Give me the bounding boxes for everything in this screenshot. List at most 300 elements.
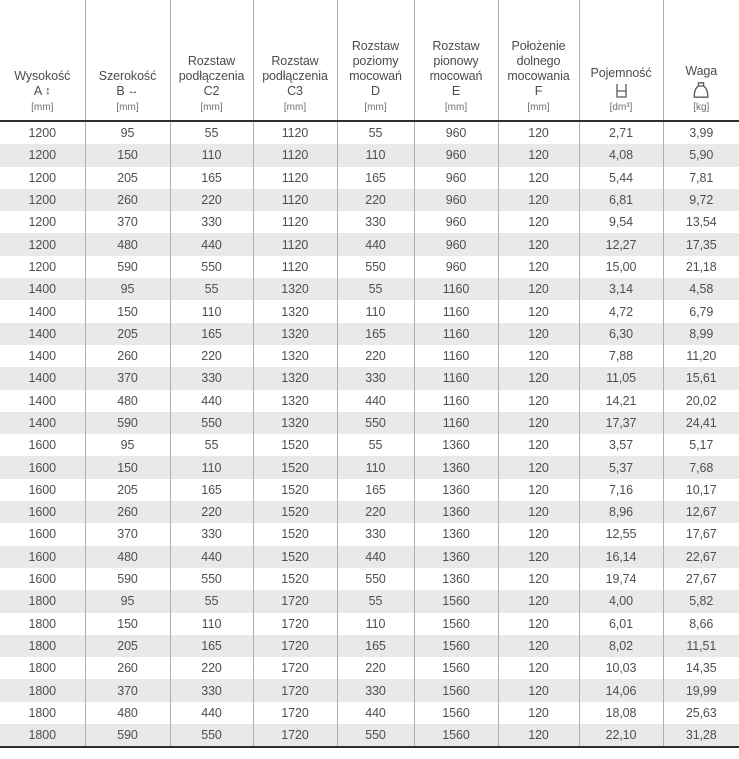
cell: 1720 bbox=[253, 657, 337, 679]
cell: 150 bbox=[85, 613, 170, 635]
header-unit: [mm] bbox=[527, 102, 550, 113]
cell: 120 bbox=[498, 501, 579, 523]
cell: 260 bbox=[85, 189, 170, 211]
table-row bbox=[0, 278, 739, 300]
cell: 1600 bbox=[0, 434, 85, 456]
cell: 11,05 bbox=[579, 367, 663, 389]
cell: 120 bbox=[498, 300, 579, 322]
cell: 95 bbox=[85, 121, 170, 144]
header-unit: [mm] bbox=[200, 102, 223, 113]
cell: 330 bbox=[170, 367, 253, 389]
cell: 165 bbox=[170, 167, 253, 189]
cell: 440 bbox=[337, 233, 414, 255]
table-row bbox=[0, 613, 739, 635]
cell: 1160 bbox=[414, 412, 498, 434]
cell: 440 bbox=[170, 546, 253, 568]
cell: 1160 bbox=[414, 390, 498, 412]
cell: 590 bbox=[85, 724, 170, 747]
cell: 205 bbox=[85, 167, 170, 189]
cell: 55 bbox=[337, 434, 414, 456]
table-row bbox=[0, 144, 739, 166]
cell: 960 bbox=[414, 211, 498, 233]
cell: 5,37 bbox=[579, 456, 663, 478]
cell: 1520 bbox=[253, 501, 337, 523]
cell: 550 bbox=[170, 724, 253, 747]
cell: 110 bbox=[170, 456, 253, 478]
dimension-letter: B bbox=[116, 84, 125, 98]
header-line: pionowy bbox=[433, 54, 479, 68]
cell: 1600 bbox=[0, 568, 85, 590]
cell: 120 bbox=[498, 121, 579, 144]
cell: 21,18 bbox=[685, 259, 717, 274]
cell: 1560 bbox=[414, 613, 498, 635]
cell: 1320 bbox=[253, 323, 337, 345]
horizontal-double-arrow-icon: ↔ bbox=[127, 85, 139, 97]
header-line: Pojemność bbox=[590, 66, 652, 80]
cell: 4,00 bbox=[579, 590, 663, 612]
cell: 220 bbox=[170, 189, 253, 211]
vertical-double-arrow-icon: ↕ bbox=[45, 85, 51, 97]
cell: 120 bbox=[498, 479, 579, 501]
cell: 550 bbox=[337, 724, 414, 747]
cell: 7,81 bbox=[689, 170, 714, 185]
table-row bbox=[0, 367, 739, 389]
cell: 17,35 bbox=[685, 237, 717, 252]
cell: 960 bbox=[414, 233, 498, 255]
cell: 165 bbox=[170, 635, 253, 657]
cell: 550 bbox=[337, 568, 414, 590]
cell: 1360 bbox=[414, 456, 498, 478]
cell: 165 bbox=[170, 479, 253, 501]
cell: 260 bbox=[85, 657, 170, 679]
cell: 55 bbox=[170, 434, 253, 456]
cell: 1600 bbox=[0, 456, 85, 478]
cell: 370 bbox=[85, 367, 170, 389]
cell: 1120 bbox=[253, 211, 337, 233]
cell: 55 bbox=[170, 590, 253, 612]
column-header bbox=[337, 0, 414, 121]
cell: 120 bbox=[498, 189, 579, 211]
cell: 1360 bbox=[414, 546, 498, 568]
cell: 120 bbox=[498, 167, 579, 189]
cell: 1800 bbox=[0, 590, 85, 612]
header-line: mocowań bbox=[349, 69, 402, 83]
header-line: Rozstaw bbox=[271, 54, 319, 68]
capacity-icon bbox=[613, 83, 630, 99]
cell: 1160 bbox=[414, 367, 498, 389]
dimension-letter: E bbox=[451, 84, 461, 98]
cell: 110 bbox=[170, 144, 253, 166]
column-header bbox=[0, 0, 85, 121]
cell: 590 bbox=[85, 256, 170, 278]
cell: 1720 bbox=[253, 613, 337, 635]
cell: 1720 bbox=[253, 590, 337, 612]
table-row bbox=[0, 679, 739, 701]
cell: 1560 bbox=[414, 679, 498, 701]
cell: 120 bbox=[498, 278, 579, 300]
cell: 1320 bbox=[253, 345, 337, 367]
cell: 330 bbox=[170, 523, 253, 545]
dimension-letter: C3 bbox=[287, 84, 303, 98]
cell: 6,79 bbox=[689, 304, 714, 319]
cell: 220 bbox=[170, 501, 253, 523]
cell: 18,08 bbox=[579, 702, 663, 724]
table-row bbox=[0, 345, 739, 367]
cell: 110 bbox=[170, 300, 253, 322]
table-row bbox=[0, 546, 739, 568]
cell: 1560 bbox=[414, 702, 498, 724]
cell: 1800 bbox=[0, 724, 85, 747]
cell: 95 bbox=[85, 278, 170, 300]
dimension-letter: C2 bbox=[203, 84, 220, 98]
cell: 16,14 bbox=[579, 546, 663, 568]
cell: 150 bbox=[85, 300, 170, 322]
cell: 1400 bbox=[0, 412, 85, 434]
cell: 550 bbox=[337, 256, 414, 278]
cell: 260 bbox=[85, 501, 170, 523]
cell: 8,96 bbox=[579, 501, 663, 523]
cell: 31,28 bbox=[663, 724, 739, 747]
cell: 1120 bbox=[253, 189, 337, 211]
cell: 22,67 bbox=[685, 549, 717, 564]
cell: 1200 bbox=[0, 167, 85, 189]
column-header bbox=[85, 0, 170, 121]
cell: 330 bbox=[337, 367, 414, 389]
cell: 14,35 bbox=[685, 661, 717, 676]
cell: 220 bbox=[337, 501, 414, 523]
cell: 220 bbox=[337, 189, 414, 211]
header-line: Wysokość bbox=[14, 69, 71, 83]
header-line: Położenie bbox=[511, 39, 566, 53]
cell: 480 bbox=[85, 390, 170, 412]
cell: 1400 bbox=[0, 345, 85, 367]
cell: 1400 bbox=[0, 367, 85, 389]
header-line: Rozstaw bbox=[351, 39, 400, 53]
cell: 165 bbox=[337, 323, 414, 345]
column-header bbox=[663, 0, 739, 121]
cell: 120 bbox=[498, 724, 579, 747]
cell: 120 bbox=[498, 434, 579, 456]
cell: 1600 bbox=[0, 501, 85, 523]
cell: 150 bbox=[85, 456, 170, 478]
cell: 1520 bbox=[253, 479, 337, 501]
cell: 205 bbox=[85, 479, 170, 501]
cell: 55 bbox=[337, 121, 414, 144]
weight-icon bbox=[691, 81, 711, 99]
cell: 960 bbox=[414, 144, 498, 166]
column-header bbox=[414, 0, 498, 121]
cell: 1120 bbox=[253, 144, 337, 166]
cell: 1720 bbox=[253, 702, 337, 724]
cell: 260 bbox=[85, 345, 170, 367]
cell: 1400 bbox=[0, 278, 85, 300]
cell: 120 bbox=[498, 345, 579, 367]
cell: 3,57 bbox=[579, 434, 663, 456]
table-row bbox=[0, 724, 739, 747]
cell: 440 bbox=[337, 390, 414, 412]
cell: 1320 bbox=[253, 390, 337, 412]
dimension-letter: D bbox=[371, 84, 380, 98]
cell: 55 bbox=[170, 278, 253, 300]
cell: 150 bbox=[85, 144, 170, 166]
header-unit: [mm] bbox=[116, 102, 139, 113]
cell: 1800 bbox=[0, 613, 85, 635]
cell: 120 bbox=[498, 412, 579, 434]
cell: 330 bbox=[170, 211, 253, 233]
cell: 550 bbox=[170, 256, 253, 278]
cell: 1320 bbox=[253, 412, 337, 434]
cell: 1520 bbox=[253, 456, 337, 478]
cell: 1360 bbox=[414, 568, 498, 590]
cell: 1200 bbox=[0, 189, 85, 211]
cell: 1360 bbox=[414, 479, 498, 501]
cell: 480 bbox=[85, 233, 170, 255]
cell: 330 bbox=[170, 679, 253, 701]
cell: 205 bbox=[85, 635, 170, 657]
cell: 370 bbox=[85, 211, 170, 233]
cell: 6,30 bbox=[579, 323, 663, 345]
cell: 370 bbox=[85, 679, 170, 701]
table-row bbox=[0, 456, 739, 478]
cell: 1600 bbox=[0, 479, 85, 501]
cell: 19,99 bbox=[685, 683, 717, 698]
cell: 120 bbox=[498, 546, 579, 568]
cell: 24,41 bbox=[685, 416, 717, 430]
cell: 120 bbox=[498, 590, 579, 612]
header-unit: [dm³] bbox=[609, 102, 633, 113]
cell: 55 bbox=[337, 590, 414, 612]
cell: 12,67 bbox=[685, 505, 717, 520]
cell: 14,21 bbox=[579, 390, 663, 412]
cell: 2,71 bbox=[579, 121, 663, 144]
table-row bbox=[0, 523, 739, 545]
cell: 220 bbox=[337, 345, 414, 367]
cell: 120 bbox=[498, 211, 579, 233]
cell: 10,03 bbox=[579, 657, 663, 679]
table-row bbox=[0, 434, 739, 456]
cell: 3,99 bbox=[689, 126, 714, 141]
cell: 1600 bbox=[0, 546, 85, 568]
cell: 17,67 bbox=[685, 527, 717, 542]
cell: 4,08 bbox=[579, 144, 663, 166]
cell: 1800 bbox=[0, 679, 85, 701]
cell: 590 bbox=[85, 568, 170, 590]
cell: 960 bbox=[414, 256, 498, 278]
cell: 110 bbox=[337, 456, 414, 478]
cell: 19,74 bbox=[579, 568, 663, 590]
dimension-letter: A bbox=[33, 84, 43, 98]
cell: 1800 bbox=[0, 635, 85, 657]
cell: 1560 bbox=[414, 635, 498, 657]
cell: 220 bbox=[170, 345, 253, 367]
cell: 110 bbox=[337, 144, 414, 166]
cell: 7,16 bbox=[579, 479, 663, 501]
cell: 960 bbox=[414, 189, 498, 211]
cell: 1360 bbox=[414, 523, 498, 545]
table-row bbox=[0, 233, 739, 255]
cell: 1560 bbox=[414, 657, 498, 679]
table-row bbox=[0, 121, 739, 144]
cell: 1120 bbox=[253, 233, 337, 255]
cell: 9,72 bbox=[689, 193, 714, 208]
cell: 8,66 bbox=[689, 616, 714, 631]
cell: 1360 bbox=[414, 501, 498, 523]
cell: 960 bbox=[414, 121, 498, 144]
cell: 165 bbox=[337, 479, 414, 501]
cell: 120 bbox=[498, 256, 579, 278]
table-row bbox=[0, 300, 739, 322]
table-row bbox=[0, 479, 739, 501]
cell: 1120 bbox=[253, 121, 337, 144]
cell: 440 bbox=[170, 233, 253, 255]
cell: 330 bbox=[337, 211, 414, 233]
table-row bbox=[0, 211, 739, 233]
column-header bbox=[498, 0, 579, 121]
cell: 220 bbox=[170, 657, 253, 679]
cell: 3,14 bbox=[579, 278, 663, 300]
cell: 10,17 bbox=[685, 482, 717, 497]
cell: 550 bbox=[170, 412, 253, 434]
cell: 95 bbox=[85, 434, 170, 456]
cell: 440 bbox=[170, 390, 253, 412]
header-unit: [mm] bbox=[444, 102, 468, 113]
cell: 120 bbox=[498, 657, 579, 679]
cell: 1160 bbox=[414, 323, 498, 345]
cell: 1600 bbox=[0, 523, 85, 545]
header-unit: [mm] bbox=[283, 102, 307, 113]
cell: 1520 bbox=[253, 523, 337, 545]
cell: 550 bbox=[170, 568, 253, 590]
cell: 6,81 bbox=[579, 189, 663, 211]
cell: 8,02 bbox=[579, 635, 663, 657]
cell: 1160 bbox=[414, 278, 498, 300]
cell: 1200 bbox=[0, 121, 85, 144]
cell: 480 bbox=[85, 546, 170, 568]
table-row bbox=[0, 635, 739, 657]
cell: 1160 bbox=[414, 345, 498, 367]
cell: 17,37 bbox=[579, 412, 663, 434]
cell: 120 bbox=[498, 568, 579, 590]
cell: 1400 bbox=[0, 390, 85, 412]
cell: 1120 bbox=[253, 256, 337, 278]
table-row bbox=[0, 702, 739, 724]
cell: 165 bbox=[337, 635, 414, 657]
cell: 15,00 bbox=[579, 256, 663, 278]
cell: 1520 bbox=[253, 546, 337, 568]
cell: 1320 bbox=[253, 278, 337, 300]
cell: 1320 bbox=[253, 300, 337, 322]
cell: 27,67 bbox=[685, 572, 717, 587]
cell: 550 bbox=[337, 412, 414, 434]
cell: 1720 bbox=[253, 635, 337, 657]
cell: 1560 bbox=[414, 724, 498, 747]
cell: 1200 bbox=[0, 211, 85, 233]
cell: 110 bbox=[170, 613, 253, 635]
header-line: dolnego bbox=[516, 54, 561, 68]
cell: 110 bbox=[337, 613, 414, 635]
table-row bbox=[0, 590, 739, 612]
cell: 95 bbox=[85, 590, 170, 612]
header-line: Waga bbox=[685, 64, 718, 78]
cell: 20,02 bbox=[685, 393, 717, 408]
cell: 120 bbox=[498, 367, 579, 389]
cell: 120 bbox=[498, 613, 579, 635]
cell: 220 bbox=[337, 657, 414, 679]
cell: 25,63 bbox=[685, 705, 717, 720]
cell: 480 bbox=[85, 702, 170, 724]
header-line: podłączenia bbox=[178, 69, 245, 83]
cell: 7,88 bbox=[579, 345, 663, 367]
cell: 1520 bbox=[253, 568, 337, 590]
header-line: mocowań bbox=[429, 69, 483, 83]
column-header bbox=[253, 0, 337, 121]
cell: 120 bbox=[498, 144, 579, 166]
cell: 960 bbox=[414, 167, 498, 189]
cell: 11,51 bbox=[686, 638, 717, 653]
cell: 5,90 bbox=[689, 148, 714, 163]
cell: 120 bbox=[498, 523, 579, 545]
cell: 12,27 bbox=[579, 233, 663, 255]
table-row bbox=[0, 501, 739, 523]
header-unit: [kg] bbox=[693, 102, 710, 113]
cell: 1800 bbox=[0, 702, 85, 724]
cell: 370 bbox=[85, 523, 170, 545]
cell: 120 bbox=[498, 233, 579, 255]
cell: 13,54 bbox=[685, 215, 717, 230]
cell: 7,68 bbox=[689, 460, 714, 475]
table-row bbox=[0, 657, 739, 679]
header-unit: [mm] bbox=[364, 102, 387, 113]
cell: 6,01 bbox=[579, 613, 663, 635]
column-header bbox=[170, 0, 253, 121]
cell: 1400 bbox=[0, 300, 85, 322]
header-line: poziomy bbox=[352, 54, 399, 68]
header-unit: [mm] bbox=[31, 102, 54, 113]
cell: 1560 bbox=[414, 590, 498, 612]
cell: 110 bbox=[337, 300, 414, 322]
cell: 1160 bbox=[414, 300, 498, 322]
cell: 4,72 bbox=[579, 300, 663, 322]
table-row bbox=[0, 167, 739, 189]
cell: 165 bbox=[170, 323, 253, 345]
cell: 9,54 bbox=[579, 211, 663, 233]
table-row bbox=[0, 256, 739, 278]
cell: 120 bbox=[498, 390, 579, 412]
cell: 5,82 bbox=[689, 594, 714, 609]
column-header bbox=[579, 0, 663, 121]
dimension-letter: F bbox=[534, 84, 543, 98]
cell: 8,99 bbox=[689, 326, 714, 341]
cell: 14,06 bbox=[579, 679, 663, 701]
cell: 1720 bbox=[253, 679, 337, 701]
cell: 1200 bbox=[0, 233, 85, 255]
cell: 1400 bbox=[0, 323, 85, 345]
cell: 1200 bbox=[0, 256, 85, 278]
cell: 22,10 bbox=[579, 724, 663, 747]
cell: 12,55 bbox=[579, 523, 663, 545]
cell: 1520 bbox=[253, 434, 337, 456]
cell: 1120 bbox=[253, 167, 337, 189]
header-line: Rozstaw bbox=[187, 54, 236, 68]
table-row bbox=[0, 412, 739, 434]
cell: 440 bbox=[337, 546, 414, 568]
cell: 1720 bbox=[253, 724, 337, 747]
cell: 5,44 bbox=[579, 167, 663, 189]
cell: 1320 bbox=[253, 367, 337, 389]
cell: 440 bbox=[337, 702, 414, 724]
table-row bbox=[0, 323, 739, 345]
table-row bbox=[0, 189, 739, 211]
